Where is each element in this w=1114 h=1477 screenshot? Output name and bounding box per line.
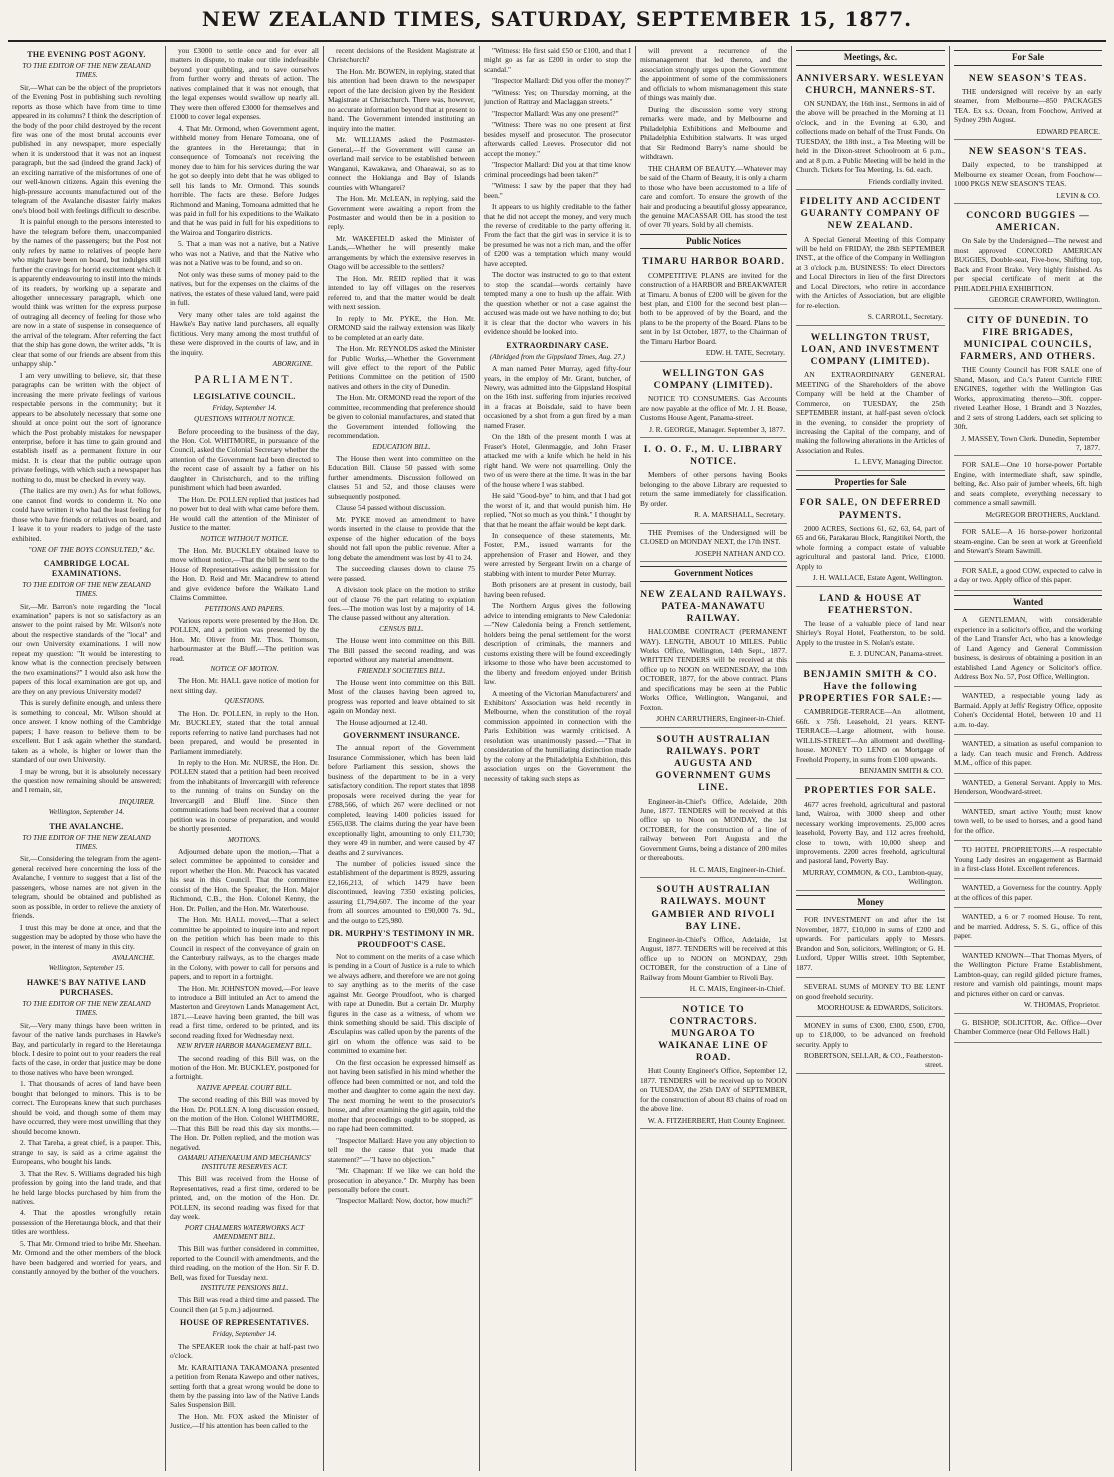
subheading: Wellington, September 15.	[48, 964, 125, 973]
subheading: NOTICE OF MOTION.	[210, 665, 279, 674]
advertisement	[954, 881, 1102, 908]
column-1	[8, 46, 166, 1471]
advertisement	[796, 328, 945, 471]
paragraph: 4. That the apostles wrongfully retain possession of the Heretaunga block, and that their titles are worthless.	[12, 1208, 161, 1237]
paragraph: I trust this may be done at once, and that the suggestion may be adopted by those who have the power, in the interest of many in this city.	[12, 922, 161, 951]
paragraph: The Hon. Mr. FOX asked the Minister of Justice,—If his attention has been called to the	[170, 1411, 319, 1431]
advertisement-body: Engineer-in-Chief's Office, Adelaide, 1st August, 1877. TENDERS will be received at this office up to NOON on MONDAY, 29th OCTOBER, for the construction of a Line of Railway from Mount Gambier to Rivoli Bay.	[640, 934, 787, 982]
paragraph: The House went into committee on this Bill. The Bill passed the second reading, and was reported without any material amendment.	[328, 636, 475, 665]
advertisement	[954, 206, 1102, 309]
letter-signature: INQUIRER.	[119, 796, 155, 806]
advertisement-body: WANTED, a Governess for the country. Apply at the offices of this paper.	[954, 883, 1102, 902]
advertisement-signature: J. H. WALLACE, Estate Agent, Wellington.	[812, 573, 943, 583]
column-3	[324, 46, 480, 1471]
classified-section-heading: For Sale	[954, 50, 1102, 66]
advertisement-signature: LEVIN & CO.	[1056, 190, 1100, 200]
advertisement-body: CAMBRIDGE-TERRACE—An allotment, 66ft. x 75ft. Leasehold, 21 years. KENT-TERRACE—Large allotment, with house. WILLIS-STREET—An allotment and dwelling-house. MONEY TO LEND on Mortgage of Freehold Property, in sums from £100 upwards.	[796, 707, 945, 764]
paragraph: This Bill was read a third time and passed. The Council then (at 5 p.m.) adjourned.	[170, 1295, 319, 1314]
advertisement-body: Daily expected, to be transhipped at Melbourne ex steamer Ocean, from Foochow—1000 PKGS NEW SEASON'S TEAS.	[954, 160, 1102, 189]
article-heading: HAWKE'S BAY NATIVE LAND PURCHASES.	[26, 977, 147, 997]
paragraph: "Inspector Mallard: Did you at that time know criminal proceedings had been taken?"	[484, 160, 631, 179]
advertisement	[796, 913, 945, 978]
paragraph: you £3000 to settle once and for ever all matters in dispute, to make our title indefeasible beyond your quibbling, and to save ourselves from further worry and threats of action. The natives complained that it was not enough, that the legal expenses would swallow up nearly all. They were then offered £3000 for themselves and £1000 to cover legal expenses.	[170, 46, 319, 122]
paragraph: The Hon. Dr. POLLEN, in reply to the Hon. Mr. BUCKLEY, stated that the total annual reports referring to native land purchases had not been prepared, and would be presented in Parliament immediately.	[170, 708, 319, 756]
advertisement-body: COMPETITIVE PLANS are invited for the construction of a HARBOR and BREAKWATER at Timaru. A bonus of £200 will be given for the best plan, and £100 for the second best plan—both to be approved of by the Board, and the plans to be the property of the Board. Plans to be sent in by 1st October, 1877, to the Chairman of the Timaru Harbor Board.	[640, 270, 787, 346]
subheading: TO THE EDITOR OF THE NEW ZEALAND TIMES.	[22, 1000, 151, 1018]
subheading: Wellington, September 14.	[48, 808, 125, 817]
advertisement-body: NOTICE TO CONSUMERS. Gas Accounts are now payable at the office of Mr. J. H. Boase, Customs House Agent, Panama-street.	[640, 394, 787, 423]
paragraph: The House adjourned at 12.40.	[336, 717, 428, 727]
advertisement-heading: TIMARU HARBOR BOARD.	[642, 257, 785, 268]
subheading: TO THE EDITOR OF THE NEW ZEALAND TIMES.	[22, 833, 151, 852]
advertisement	[954, 843, 1102, 879]
paragraph: A meeting of the Victorian Manufacturers' and Exhibitors' Association was held recently in Melbourne, when the constitution of the royal commission appointed in connection with the Paris Exhibition was warmly criticised. A resolution was unanimously passed.—"That in consideration of the humiliating distinction made by the colony at the Philadelphia Exhibition, this association urges on the Government the necessity of taking such steps as	[484, 688, 631, 783]
article-heading: EXTRAORDINARY CASE.	[506, 340, 609, 350]
advertisement-heading: NEW SEASON'S TEAS.	[968, 73, 1088, 84]
paragraph: "Inspector Mallard: Was any one present?"	[492, 108, 619, 118]
advertisement-body: SEVERAL SUMS of MONEY TO BE LENT on good freehold security.	[796, 982, 945, 1001]
paragraph: The number of policies issued since the establishment of the department is 8929, assuring £2,166,213, of which 1479 have been discontinued, leaving 7350 existing policies, assuring £1,794,607. The income of the year from all sources amounted to £90,000 7s. 9d., and the outgo to £25,980.	[328, 858, 475, 925]
paragraph: "Witness: There was no one present at first besides myself and prosecutor. The prosecutor afterwards called Leeves. Prosecutor did not accept the money."	[484, 120, 631, 158]
article-heading: CAMBRIDGE LOCAL EXAMINATIONS.	[43, 558, 130, 578]
advertisement	[796, 980, 945, 1016]
advertisement-signature: JOHN CARRUTHERS, Engineer-in-Chief.	[656, 714, 785, 724]
paragraph: "Inspector Mallard: Did you offer the money?"	[492, 76, 631, 86]
classified-section-heading: Money	[796, 895, 945, 911]
advertisement-heading: NOTICE TO CONTRACTORS. MUNGAROA TO WAIKANAE LINE OF ROAD.	[658, 1004, 769, 1064]
classified-section-heading: Wanted	[954, 595, 1102, 611]
paragraph: It appears to us highly creditable to the father that he did not accept the money, and very much the reverse of creditable to the party offering it. From the fact that the girl was in service it is to be presumed he was not a rich man, and the offer of £200 was a temptation which many would have accepted.	[484, 202, 631, 268]
advertisement	[640, 880, 787, 997]
advertisement-signature: GEORGE CRAWFORD, Wellington.	[988, 295, 1100, 305]
letter-signature: ABORIGINE.	[272, 359, 313, 368]
paragraph: The Hon. Mr. HALL moved,—That a select committee be appointed to inquire into and report on the petition which has been made to this Council in respect of the conveyance of grain on the Canterbury railways, as to the charges made in the Colony, with power to call for persons and papers, and to report in a fortnight.	[170, 915, 319, 982]
advertisement-heading: SOUTH AUSTRALIAN RAILWAYS. PORT AUGUSTA AND GOVERNMENT GUMS LINE.	[655, 734, 772, 794]
advertisement-signature: H. C. MAIS, Engineer-in-Chief.	[689, 864, 785, 874]
advertisement	[954, 458, 1102, 523]
column-4	[480, 46, 636, 1471]
subheading: Friday, September 14.	[212, 1330, 277, 1339]
advertisement-signature: W. A. FITZHERBERT, Hutt County Engineer.	[647, 1115, 785, 1125]
advertisement-signature: L. LEVY, Managing Director.	[854, 457, 943, 467]
advertisement	[640, 364, 787, 438]
advertisement	[954, 613, 1102, 687]
advertisement-body: On Sale by the Undersigned—The newest and most approved CONCORD AMERICAN BUGGIES, Double-seat, Five-bow, Shifting top, Back and Front Brake. Very highly finished. As per special certificate of merit at the PHILADELPHIA EXHIBITION.	[954, 236, 1102, 293]
paragraph: Before proceeding to the business of the day, the Hon. Col. WHITMORE, in pursuance of the Council, asked the Colonial Secretary whether the attention of the Government had been directed to the recent case of assault by a father on his daughter in Christchurch, and to the trifling punishment which had been awarded.	[170, 426, 319, 493]
advertisement	[954, 69, 1102, 141]
advertisement	[954, 311, 1102, 457]
advertisement-body: WANTED KNOWN—That Thomas Myers, of the Wellington Picture Frame Establishment, Lambton-quay, can regild gilded picture frames, restore and varnish old paintings, mount maps and pictures either on card or canvas.	[954, 950, 1102, 998]
article-heading: LEGISLATIVE COUNCIL.	[193, 391, 296, 401]
advertisement	[796, 665, 945, 780]
paragraph: During the discussion some very strong remarks were made, and by Melbourne and Philadelphia Exhibitions and Melbourne and Philadelphia Exhibition stalwarts. It was urged that Sir Redmond Barry's name should be withdrawn.	[640, 104, 787, 162]
advertisement-body: 4677 acres freehold, agricultural and pastoral land, Wairoa, with 3000 sheep and other necessary working improvements. 25,000 acres leasehold, Poverty Bay, and 112 acres freehold, close to town, with 10,000 sheep and improvements. 2200 acres freehold, agricultural and pastoral land, Poverty Bay.	[796, 799, 945, 866]
paragraph: The annual report of the Government Insurance Commissioner, which has been laid before Parliament this session, shows the business of the department to be in a very satisfactory condition. The report states that 1898 proposals were received during the year for £788,566, of which 267 were declined or not completed, leaving 1400 policies issued for £565,038. The claims during the year have been exceptionally light, amounting to only £11,730; they were 49 in number, and were caused by 47 deaths and 2 survivances.	[328, 743, 475, 857]
paragraph: Sir,—Very many things have been written in favour of the native lands purchases in Hawke's Bay, and particularly in regard to the Heretaunga block. I desire to point out to your readers the real facts of the case, in order that justice may be done to those natives who have been wronged.	[12, 1020, 161, 1077]
advertisement	[954, 689, 1102, 735]
paragraph: In reply to Mr. PYKE, the Hon. Mr. ORMOND said the railway extension was likely to be completed at an early date.	[328, 313, 475, 342]
subheading: PORT CHALMERS WATERWORKS ACT AMENDMENT BILL.	[184, 1223, 305, 1241]
paragraph: 3. That the Rev. S. Williams degraded his high profession by going into the land trade, and that he held large blocks purchased by him from the natives.	[12, 1168, 161, 1206]
advertisement-signature: R. A. MARSHALL, Secretary.	[694, 510, 785, 520]
paragraph: "Witness: He first said £50 or £100, and that I might go as far as £200 in order to stop the scandal."	[484, 46, 631, 74]
article-heading: THE EVENING POST AGONY.	[27, 50, 146, 59]
advertisement	[954, 564, 1102, 591]
advertisement-signature: ROBERTSON, SELLAR, & CO., Featherston-street.	[803, 1050, 943, 1070]
paragraph: A division took place on the motion to strike out of clause 76 the part relating to expiation fees.—The motion was lost by a majority of 14. The clause passed without any alteration.	[328, 585, 475, 623]
advertisement	[640, 1000, 787, 1130]
subheading: EDUCATION BILL.	[372, 442, 431, 451]
advertisement-heading: WELLINGTON TRUST, LOAN, AND INVESTMENT COMPANY (LIMITED).	[801, 332, 940, 368]
article-heading: GOVERNMENT INSURANCE.	[343, 731, 460, 741]
subheading: TO THE EDITOR OF THE NEW ZEALAND TIMES.	[22, 62, 151, 80]
advertisement-body: THE Premises of the Undersigned will be CLOSED on MONDAY NEXT, the 17th INST.	[640, 527, 787, 547]
paragraph: The second reading of this Bill was moved by the Hon. Dr. POLLEN. A long discussion ensued, on the motion of the Hon. Colonel WHITMORE,—That this Bill be read this day six months.—The Hon. Dr. Pollen replied, and the motion was negatived.	[170, 1095, 319, 1152]
paragraph: The succeeding clauses down to clause 75 were passed.	[328, 564, 475, 583]
advertisement-signature: JOSEPH NATHAN AND CO.	[695, 548, 785, 558]
paragraph: I may be wrong, but it is absolutely necessary the question now remaining should be answered; and I remain, sir,	[12, 766, 161, 795]
paragraph: 5. That Mr. Ormond tried to bribe Mr. Sheehan. Mr. Ormond and the other members of the block have been badgered and worried for years, and constantly annoyed by the bother of the vouchers.	[12, 1238, 161, 1277]
classified-section-heading: Properties for Sale	[796, 475, 945, 491]
advertisement-signature: McGREGOR BROTHERS, Auckland.	[985, 509, 1100, 519]
paragraph: Adjourned debate upon the motion,—That a select committee be appointed to consider and report whether the Hon. Mr. Peacock has vacated his seat in this Council. That the committee consist of the Hon. the Speaker, the Hon. Major Richmond, C.B., the Hon. Colonel Kenny, the Hon. Dr. Pollen, and the Hon. Mr. Waterhouse.	[170, 846, 319, 913]
section-heading: PARLIAMENT.	[194, 372, 295, 387]
paragraph: This is surely definite enough, and unless there is something to conceal, Mr. Wilson should at once answer. I know nothing of the Cambridge papers; I have reason to believe them to be excellent. But I ask again whether the standard, taken as a whole, is higher or lower than the standard of our own University.	[12, 698, 161, 765]
subheading: QUESTIONS WITHOUT NOTICE.	[193, 415, 296, 424]
paragraph: will prevent a recurrence of the mismanagement that led thereto, and the association strongly urges upon the Government the appointment of some of the commissioners and officials to whom mismanagement this state of things was mainly due.	[640, 46, 787, 103]
paragraph: "Witness: I saw by the paper that they had been."	[484, 181, 631, 200]
paragraph: Both prisoners are at present in custody, bail having been refused.	[484, 580, 631, 599]
subheading: QUESTIONS.	[224, 697, 265, 706]
advertisement-body: WANTED, a respectable young lady as Barmaid. Apply at Jeffs' Registry Office, opposite Cohen's Occidental Hotel, between 10 and 11 a.m. to-day.	[954, 691, 1102, 729]
subheading: CENSUS BILL.	[379, 624, 424, 633]
subheading: (Abridged from the Gippsland Times, Aug. 27.)	[489, 352, 626, 361]
advertisement-body: WANTED, smart active Youth; must know town well, to be used to horses, and a good hand for the office.	[954, 806, 1102, 835]
advertisement	[640, 252, 787, 361]
advertisement-heading: WELLINGTON GAS COMPANY (LIMITED).	[653, 368, 774, 391]
paragraph: This Bill was further considered in committee, reported to the Council with amendments, and the third reading, on the motion of the Hon. Sir F. D. Bell, was fixed for Tuesday next.	[170, 1244, 319, 1282]
advertisement	[640, 730, 787, 879]
paragraph: 4. That Mr. Ormond, when Government agent, withheld money from Henare Tomoana, one of the grantees in the Heretaunga; that in consequence of Tomoana's not receiving the money due to him for his services during the war he got so deeply into debt that he was obliged to sell his lands to Mr. Ormond. This sounds horrible. The facts are these. Before Judges Richmond and Maning, Tomoana admitted that he was paid in full for his expeditions to the Waikato and that he was paid in full for his expeditions to the Wairoa and Tongariro districts.	[170, 123, 319, 237]
subheading: FRIENDLY SOCIETIES BILL.	[357, 666, 446, 675]
paragraph: The doctor was instructed to go to that extent to stop the scandal—words certainly have tempted many a one to hush up the affair. With the question whether or not a case against the accused was made out we have nothing to do; but it is clear that the doctor who wavers in his evidence should be looked into.	[484, 270, 631, 337]
paragraph: The SPEAKER took the chair at half-past two o'clock.	[170, 1341, 319, 1361]
subheading: NATIVE APPEAL COURT BILL.	[196, 1083, 293, 1092]
advertisement-heading: LAND & HOUSE AT FEATHERSTON.	[819, 593, 922, 616]
advertisement	[796, 589, 945, 663]
paragraph: "Witness: Yes; on Thursday morning, at the junction of Rattray and Maclaggan streets."	[484, 87, 631, 107]
paragraph: 1. That thousands of acres of land have been bought that belonged to minors. This is to be correct. The Europeans knew that such purchases should be void, and though some of them may have occurred, they were most unwilling that they should become known.	[12, 1079, 161, 1136]
advertisement-body: WANTED, a 6 or 7 roomed House. To rent, and be married. Address, S. S. G., office of this paper.	[954, 912, 1102, 941]
paragraph: The House then went into committee on the Education Bill. Clause 50 passed with some further amendments. Discussion followed on clauses 51 and 52, and those clauses were subsequently postponed.	[328, 453, 475, 501]
advertisement-body: THE undersigned will receive by an early steamer, from Melbourne—850 PACKAGES TEA. Ex s.s. Ocean, from Foochow, Arrived at Sydney 29th August.	[954, 86, 1102, 125]
paragraph: The Hon. Mr. HALL gave notice of motion for next sitting day.	[170, 676, 319, 695]
advertisement-body: TO HOTEL PROPRIETORS.—A respectable Young Lady desires an engagement as Barmaid in a first-class Hotel. Excellent references.	[954, 845, 1102, 873]
advertisement-heading: I. O. O. F., M. U. LIBRARY NOTICE.	[643, 444, 784, 468]
paragraph: "Inspector Mallard: Now, doctor, how much?"	[336, 1196, 473, 1206]
advertisement-heading: FIDELITY AND ACCIDENT GUARANTY COMPANY OF NEW ZEALAND.	[799, 197, 942, 232]
advertisement	[954, 910, 1102, 946]
advertisement-body: WANTED, a General Servant. Apply to Mrs. Henderson, Woodward-street.	[954, 777, 1102, 797]
advertisement	[954, 776, 1102, 803]
advertisement-signature: EDW. H. TATE, Secretary.	[705, 348, 785, 358]
subheading: MOTIONS.	[228, 835, 261, 844]
paragraph: I am very unwilling to believe, sir, that these paragraphs can be written with the object of increasing the mere private feelings of various respectable persons in the community; but it appears to be absolutely necessary that some one should at once point out the sort of ignorance which the Post probably mistakes for newspaper enterprise, before it has time to gain ground and establish itself as a permanent fixture in our midst. It is clear that the public outrage upon private feelings, with which such a newspaper has nothing to do, must be checked in every way.	[12, 370, 161, 484]
advertisement-signature: S. CARROLL, Secretary.	[867, 312, 943, 322]
paragraph: THE CHARM OF BEAUTY.—Whatever may be said of the Charm of Beauty, it is only a charm to those who have been accustomed to a life of care and comfort. To ensure the growth of the hair and producing a beautiful glossy appearance, the genuine MACASSAR OIL has stood the test of over 70 years. Sold by all chemists.	[640, 163, 787, 230]
paragraph: This Bill was received from the House of Representatives, read a first time, ordered to be printed, and, on the motion of the Hon. Dr. POLLEN, its second reading was fixed for that day week.	[170, 1174, 319, 1222]
article-heading: THE AVALANCHE.	[49, 821, 124, 831]
classified-section-heading: Meetings, &c.	[796, 50, 945, 66]
article-heading: DR. MURPHY'S TESTIMONY IN MR. PROUDFOOT'S CASE.	[328, 929, 475, 949]
letter-signature: "ONE OF THE BOYS CONSULTED," &c.	[28, 545, 155, 555]
advertisement-body: Members of other persons having Books belonging to the above Library are requested to return the same immediately for classification. By order.	[640, 470, 787, 508]
advertisement-body: A Special General Meeting of this Company will be held on FRIDAY, the 28th SEPTEMBER INST., at the office of the Company in Wellington at 3 o'clock p.m. BUSINESS: To elect Directors and Local Directors in lieu of the first Directors and Local Directors, who retire in accordance with the Articles of Association, but are eligible for re-election.	[796, 234, 945, 310]
paragraph: 2. That Tareha, a great chief, is a pauper. This, strange to say, is said as a crime against the Europeans, who bought his lands.	[12, 1138, 161, 1167]
paragraph: Various reports were presented by the Hon. Dr. POLLEN, and a petition was presented by the Hon. Mr. Oliver from Mr. Thos. Thomson, harbourmaster at the Bluff.—The petition was read.	[170, 615, 319, 663]
subheading: NOTICE WITHOUT NOTICE.	[200, 534, 289, 543]
newspaper-title: NEW ZEALAND TIMES, SATURDAY, SEPTEMBER 15, 1877.	[201, 7, 913, 31]
advertisement-body: AN EXTRAORDINARY GENERAL MEETING of the Shareholders of the above Company will be held at the Chamber of Commerce, on TUESDAY, the 25th SEPTEMBER instant, at half-past seven o'clock in the evening, to consider the propriety of increasing the Capital of the company, and of making the following alterations in the Articles of Association and Rules.	[796, 370, 945, 455]
paragraph: Not only was these sums of money paid to the natives, but for the expenses on the claims of the natives, the estates of these valued land, were paid in full.	[170, 269, 319, 308]
advertisement-body: WANTED, a situation as useful companion to a lady. Can teach music and French. Address M.M., office of this paper.	[954, 739, 1102, 768]
advertisement-heading: PROPERTIES FOR SALE.	[804, 786, 937, 797]
paragraph: On the 18th of the present month I was at Fraser's Hotel, Glenmaggie, and John Fraser attacked me with a knife which he held in his right hand. We were not quarrelling. Only the two of us were there at the time. It was in the bar of the house where I was stabbed.	[484, 432, 631, 489]
advertisement	[954, 949, 1102, 1014]
subheading: OAMARU ATHENAEUM AND MECHANICS' INSTITUTE RESERVES ACT.	[177, 1153, 312, 1172]
paragraph: recent decisions of the Resident Magistrate at Christchurch?	[328, 46, 475, 65]
paragraph: Not to comment on the merits of a case which is pending in a Court of Justice is a rule to which we always adhere, and therefore we are not going to say anything as to the merits of the case against Mr. George Proudfoot, who is charged with rape at Dunedin. But a certain Dr. Murphy figures in the case as a witness, of whom we think something should be said. This disciple of Æsculapius was called upon by the parents of the girl on whom the offence was said to be committed to examine her.	[328, 951, 475, 1056]
paragraph: The Hon. Mr. BOWEN, in replying, stated that his attention had been drawn to the newspaper report of the late decision given by the Resident Magistrate at Christchurch. There was, however, no accurate information beyond that at present to hand. The Government intended instituting an inquiry into the matter.	[328, 66, 475, 133]
advertisement-heading: NEW ZEALAND RAILWAYS. PATEA-MANAWATU RAILWAY.	[640, 589, 787, 624]
article-heading: HOUSE OF REPRESENTATIVES.	[180, 1318, 309, 1328]
paragraph: Mr. PYKE moved an amendment to have words inserted in the clause to provide that the expense of the higher education of the boys should not fall upon the public revenue. After a long debate the amendment was lost by 41 to 24.	[328, 514, 475, 562]
newspaper-page	[8, 46, 1106, 1471]
advertisement	[796, 781, 945, 890]
paragraph: The Hon. Mr. ORMOND read the report of the committee, recommending that preference should be given to colonial manufactures, and stated that the Government intended following the recommendation.	[328, 393, 475, 441]
advertisement-heading: CONCORD BUGGIES — AMERICAN.	[966, 211, 1090, 234]
paragraph: Mr. WILLIAMS asked the Postmaster-General,—If the Government will cause an overland mail service to be established between Wanganui, Kawakawa, and Ohaeawai, so as to connect the Hokianga and Bay of Islands counties with Whangarei?	[328, 135, 475, 192]
paragraph: In consequence of these statements, Mr. Foster, P.M., issued warrants for the apprehension of Fraser and Hower, and they were arrested by Sergeant Irwin on a charge of stabbing with intent to murder Peter Murray.	[484, 531, 631, 578]
advertisement	[954, 1016, 1102, 1043]
advertisement-signature: BENJAMIN SMITH & CO.	[859, 766, 943, 775]
column-7	[950, 46, 1106, 1471]
advertisement-body: The lease of a valuable piece of land near Shirley's Royal Hotel, Featherston, to be sold. Apply to the trustee in S. Nolan's estate.	[796, 618, 945, 647]
paragraph: 5. That a man was not a native, but a Native who was not a Native, and that the Native who was not a Native was to be found, and so on.	[170, 239, 319, 268]
masthead	[8, 0, 1106, 42]
advertisement-signature: E. J. DUNCAN, Panama-street.	[849, 649, 943, 659]
advertisement-body: FOR SALE—One 10 horse-power Portable Engine, with intermediate shaft, saw spindle, belting, &c. Also pair of jumber wheels, 6ft. high and seats complete, everything necessary to commence a small sawmill.	[954, 460, 1102, 508]
paragraph: On the first occasion he expressed himself as not having been satisfied in his mind whether the offence had been committed or not, and told the mother and daughter to come again the next day. The next morning he went to the prosecutor's house, and after examining the girl again, told the mother that proceedings ought to be stopped, as no rape had been committed.	[328, 1057, 475, 1134]
paragraph: The second reading of this Bill was, on the motion of the Hon. Mr. BUCKLEY, postponed for a fortnight.	[170, 1053, 319, 1082]
advertisement-body: FOR SALE, a good COW, expected to calve in a day or two. Apply office of this paper.	[954, 565, 1102, 585]
advertisement	[796, 1019, 945, 1074]
paragraph: "Inspector Mallard: Have you any objection to tell me the cause that you made that statement?"—"I have no objection."	[328, 1135, 475, 1164]
paragraph: Very many other tales are told against the Hawke's Bay native land purchasers, all equally fictitious. Very many among the most truthful of these were disproved in the courts of law, and in the inquiry.	[170, 309, 319, 357]
paragraph: (The italics are my own.) As for what follows, one cannot find words to condemn it. No one could have written it who had the least feeling for those who have friends or relatives on board, and I leave it to your readers to judge of the taste exhibited.	[12, 486, 161, 543]
advertisement-signature: W. THOMAS, Proprietor.	[1023, 1000, 1100, 1010]
paragraph: Sir,—Considering the telegram from the agent-general received here concerning the loss of the Avalanche, I venture to suggest that a list of the passengers, whose names are not given in the telegram, should be obtained and published as soon as possible, in order to relieve the anxiety of friends.	[12, 854, 161, 921]
paragraph: Clause 54 passed without discussion.	[336, 503, 446, 513]
advertisement-signature: Friends cordially invited.	[868, 176, 943, 186]
advertisement-signature: MOORHOUSE & EDWARDS, Solicitors.	[817, 1003, 943, 1013]
subheading: INSTITUTE PENSIONS BILL.	[200, 1284, 289, 1293]
advertisement-signature: J. R. GEORGE, Manager. September 3, 1877.	[649, 424, 785, 434]
advertisement-body: A GENTLEMAN, with considerable experience in a solicitor's office, and the working of the Land Transfer Act, who has a knowledge of Land Agency and General Commission business, is desirous of obtaining a position in an established Land Agency or Solicitor's office. Address Box No. 57, Post Office, Wellington.	[954, 615, 1102, 681]
advertisement	[640, 440, 787, 524]
advertisement-body: MONEY in sums of £300, £300, £500, £700, up to £18,000, to be advanced on freehold security. Apply to	[796, 1020, 945, 1049]
advertisement-body: Hutt County Engineer's Office, September 12, 1877. TENDERS will be received up to NOON on TUESDAY, the 25th DAY of SEPTEMBER, for the construction of about 83 chains of road on the above line.	[640, 1066, 787, 1114]
paragraph: Mr. WAKEFIELD asked the Minister of Lands,—Whether he will presently make arrangements by which the extensive reserves in Otago will be accessible to the settlers?	[328, 233, 475, 272]
paragraph: Sir,—What can be the object of the proprietors of the Evening Post in publishing such revolting reports as those which have from time to time appeared in its columns? I think the description of the body of the poor child destroyed by the recent fire was one of the most brutal accounts ever published in any newspaper, more especially when it is understood that it was not an inquest paragraph, but the sad (indeed the grand Jack) of an exciting narrative of the misfortunes of one of our well-known citizens. Again this evening the high-pressure accounts manufactured out of the telegram of the Avalanche disaster fairly makes one's blood boil with feelings difficult to describe.	[12, 82, 161, 215]
subheading: TO THE EDITOR OF THE NEW ZEALAND TIMES.	[22, 581, 151, 599]
advertisement-heading: FOR SALE, ON DEFERRED PAYMENTS.	[799, 498, 942, 521]
paragraph: The House went into committee on this Bill. Most of the clauses having been agreed to, progress was reported and leave obtained to sit again on Monday next.	[328, 677, 475, 716]
paragraph: The Hon. Dr. POLLEN replied that justices had no power but to deal with what came before them. He would call the attention of the Minister of Justice to the matter.	[170, 494, 320, 533]
advertisement-heading: BENJAMIN SMITH & CO. Have the following PROPERTIES FOR SALE:—	[798, 669, 943, 705]
paragraph: It is painful enough to the persons interested to have the telegram before them, unaccompanied by the names of the passengers; but the Post not only refers by name to relatives of people here who might have been on board, but indulges still further the cravings for horrid excitement which it is apparently endeavouring to instil into the minds of its readers, by working up a separate and altogether unnecessary paragraph, which one would think was written for the express purpose of outraging all decency of feeling for those who are now in a state of suspense in consequence of the arrival of the telegram. After referring the fact that the ship has gone down, the writer adds, "It is clear that some of our friends are absent from this unhappy ship."	[12, 217, 161, 369]
advertisement	[954, 142, 1102, 204]
classified-section-heading: Public Notices	[640, 234, 787, 250]
letter-signature: AVALANCHE.	[112, 952, 155, 962]
paragraph: The Northern Argus gives the following advice to intending emigrants to New Caledonia:—"New Caledonia being a French settlement, holders being the penal settlement for the worst description of criminals, the manners and customs existing there will be found exceedingly irksome to those who have been accustomed to the liberty and freedom enjoyed under British law.	[484, 601, 631, 687]
column-6	[792, 46, 950, 1471]
advertisement-body: 2000 ACRES, Sections 61, 62, 63, 64, part of 65 and 66, Parakarau Block, Rangitikei North, the whole forming a compact estate of valuable agricultural and pastoral land. Price, £1000. Apply to	[796, 523, 945, 571]
paragraph: A man named Peter Murray, aged fifty-four years, in the employ of Mr. Grant, butcher, of Newry, was admitted into the Gippsland Hospital on the 16th inst. suffering from injuries received in a fracas at Boisdale, said to have been occasioned by a shot from a gun fired by a man named Fraser.	[484, 364, 631, 430]
paragraph: "Mr. Chapman: If we like we can hold the prosecution in abeyance." Dr. Murphy has been personally before the court.	[328, 1166, 475, 1194]
paragraph: The Hon. Mr. REID replied that it was intended to lay off villages on the reserves referred to, and that the matter would be dealt with next session.	[328, 273, 475, 312]
advertisement	[796, 69, 945, 191]
paragraph: Mr. KARAITIANA TAKAMOANA presented a petition from Renata Kawepo and other natives, setting forth that a great wrong would be done to them by the passing into law of the Native Lands Sales Suspension Bill.	[170, 1362, 319, 1410]
advertisement-signature: J. MASSEY, Town Clerk. Dunedin, September 7, 1877.	[961, 433, 1100, 453]
advertisement-signature: H. C. MAIS, Engineer-in-Chief.	[689, 984, 785, 994]
subheading: PETITIONS AND PAPERS.	[204, 604, 285, 613]
paragraph: He said "Good-bye" to him, and that I had got the worst of it, and that would punish him. He replied, "Not so much as you think." I thought by that that he meant the affair would be kept dark.	[484, 491, 631, 529]
advertisement-heading: CITY OF DUNEDIN. TO FIRE BRIGADES, MUNICIPAL COUNCILS, FARMERS, AND OTHERS.	[960, 315, 1096, 363]
advertisement-body: FOR SALE—A 16 horse-power horizontal steam-engine. Can be seen at work at Greenfield and Stewart's Steam Sawmill.	[954, 527, 1102, 556]
column-2	[166, 46, 324, 1471]
advertisement	[954, 525, 1102, 561]
advertisement-body: FOR INVESTMENT on and after the 1st November, 1877, £10,000 in sums of £200 and upwards. For particulars apply to Messrs. Brandon and Son, solicitors, Wellington; or G. H. Luxford, Upper Willis street. 10th September, 1877.	[796, 915, 945, 972]
advertisement	[640, 526, 787, 562]
paragraph: Sir,—Mr. Barron's note regarding the "local examination" papers is not so satisfactory as an answer to the point raised by Mr. Wilson's note about the respective standards of the "local" and our own University examinations. I will now repeat my question: "It would be interesting to know what is the connection precisely between the two examinations?" I would also ask how the papers of this local examination are got up, and are they on any previous University model?	[12, 601, 161, 696]
advertisement	[954, 805, 1102, 841]
paragraph: In reply to the Hon. Mr. NURSE, the Hon. Dr. POLLEN stated that a petition had been received from the inhabitants of Invercargill with reference to the running of trains on Sunday on the Invercargill and Bluff line. Since then communications had been received that a counter petition was in course of preparation, and would be shortly presented.	[170, 757, 319, 834]
advertisement-signature: EDWARD PEARCE.	[1036, 126, 1100, 136]
classified-section-heading: Government Notices	[640, 566, 787, 582]
paragraph: The Hon. Mr. REYNOLDS asked the Minister for Public Works,—Whether the Government will give effect to the report of the Public Petitions Committee on the petition of 1500 natives and others in the city of Dunedin.	[328, 344, 475, 391]
paragraph: The Hon. Mr. JOHNSTON moved,—For leave to introduce a Bill intituled an Act to amend the Masterton and Greytown Lands Management Act, 1871.—Leave having been granted, the bill was read a first time, ordered to be printed, and its second reading fixed for Wednesday next.	[170, 983, 319, 1040]
advertisement	[796, 192, 945, 326]
paragraph: The Hon. Mr. McLEAN, in replying, said the Government were awaiting a report from the Postmaster and would then be in a position to reply.	[328, 194, 475, 232]
advertisement	[640, 585, 787, 728]
advertisement-body: THE County Council has FOR SALE one of Shand, Mason, and Co.'s Patent Curricle FIRE ENGINES, together with the Wellington Gas Works, approximating thereto—30ft. copper-riveted Leather Hose, 1 Brandt and 3 Nozzles, and 2 sets of strong Ladders, each set splicing to 30ft.	[954, 365, 1102, 432]
subheading: NEW RIVER HARBOR MANAGEMENT BILL.	[176, 1042, 312, 1051]
advertisement-heading: NEW SEASON'S TEAS.	[968, 147, 1088, 158]
column-5	[636, 46, 792, 1471]
subheading: Friday, September 14.	[212, 404, 277, 413]
advertisement-heading: SOUTH AUSTRALIAN RAILWAYS. MOUNT GAMBIER AND RIVOLI BAY LINE.	[651, 885, 776, 932]
advertisement-signature: MURRAY, COMMON, & CO., Lambton-quay, Wellington.	[802, 867, 943, 887]
paragraph: The Hon. Mr. BUCKLEY obtained leave to move without notice,—That the bill be sent to the House of Representatives asking permission for the Hon. D. Reid and Mr. Macandrew to attend and give evidence before the Waikato Land Claims Committee.	[170, 545, 319, 603]
advertisement-body: HALCOMBE CONTRACT (PERMANENT WAY). LENGTH, ABOUT 10 MILES. Public Works Office, Wellington, 14th Sept., 1877. WRITTEN TENDERS will be received at this office up to NOON on WEDNESDAY, the 10th OCTOBER, 1877, for the above contract. Plans and specifications may be seen at the Public Works Office, Wellington, Wanganui, and Foxton.	[640, 627, 787, 712]
advertisement-heading: ANNIVERSARY. WESLEYAN CHURCH, MANNERS-ST.	[796, 73, 945, 96]
advertisement	[954, 737, 1102, 773]
advertisement-body: ON SUNDAY, the 16th inst., Sermons in aid of the above will be preached in the Morning at 11 o'clock, and in the Evening at 6.30, and collections made on behalf of the Trust Funds. On TUESDAY, the 18th inst., a Tea Meeting will be held in the Dixon-street Schoolroom at 6 p.m., and at 8 p.m. a Public Meeting will be held in the Church. Tickets for Tea Meeting, 1s. 6d. each.	[796, 98, 945, 175]
advertisement	[796, 493, 945, 586]
advertisement-body: G. BISHOP, SOLICITOR, &c. Office—Over Chamber Commerce (near Old Fellows Hall.)	[954, 1017, 1102, 1037]
advertisement-body: Engineer-in-Chief's Office, Adelaide, 20th June, 1877. TENDERS will be received at this office up to Noon on MONDAY, the 1st OCTOBER, for the construction of a line of railway between Port Augusta and the Government Gums, being a distance of 200 miles or thereabouts.	[640, 796, 787, 863]
